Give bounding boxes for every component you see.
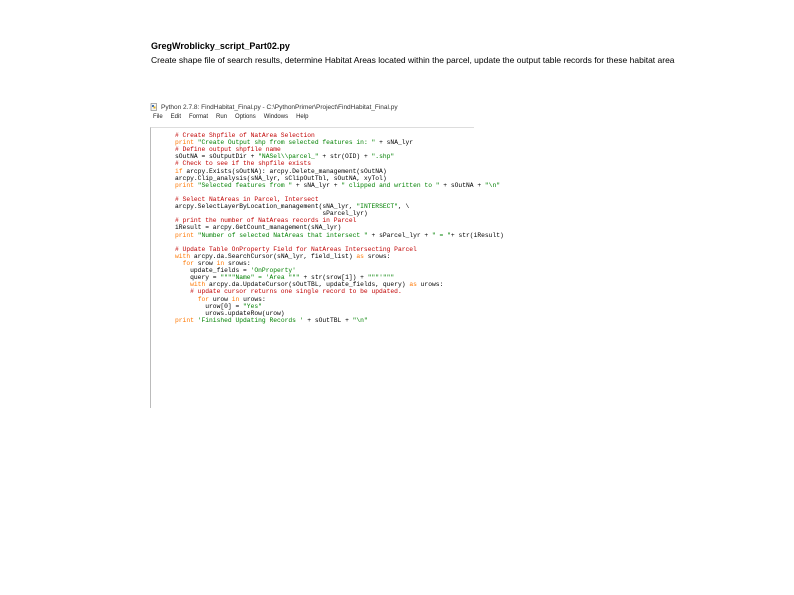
window-title: Python 2.7.8: FindHabitat_Final.py - C:\PythonPrimer\Project\FindHabitat_Final.py [161, 103, 398, 111]
code-token-string: "Number of selected NatAreas that intersect " [197, 231, 368, 239]
code-token-string: "Selected features from " [197, 181, 293, 189]
code-token-plain: + sNA_lyr [375, 139, 414, 147]
code-token-keyword: if [175, 167, 187, 175]
code-token-plain: arcpy.SelectLayerByLocation_management(sNA_lyr, [175, 203, 357, 211]
code-token-plain: arcpy.da.SearchCursor(sNA_lyr, field_list) [193, 252, 357, 260]
code-line [175, 196, 504, 203]
code-token-comment: # Define output shpfile name [175, 146, 281, 154]
code-token-plain: srow [197, 259, 217, 267]
code-token-comment: # Update Table OnProperty Field for NatAreas Intersecting Parcel [175, 245, 417, 253]
code-token-plain: + sOutNA + [439, 181, 485, 189]
code-token-keyword: print [175, 139, 198, 147]
code-token-plain [175, 296, 198, 303]
code-token-string: "\n" [352, 316, 368, 324]
code-token-plain: srows: [367, 252, 391, 260]
code-token-keyword: for [182, 259, 198, 267]
code-token-plain: urow [212, 295, 232, 303]
menu-edit[interactable]: Edit [170, 114, 182, 120]
code-token-string: "NASel\\parcel_" [258, 153, 319, 161]
menu-windows[interactable]: Windows [263, 114, 289, 120]
code-token-plain: + sNA_lyr + [292, 181, 342, 189]
code-token-plain: + str(srow[1]) + [299, 274, 368, 282]
code-line [175, 153, 504, 160]
code-token-comment: # update cursor returns one single record to be updated. [175, 288, 402, 296]
code-token-plain: urows: [420, 281, 444, 289]
code-line [175, 175, 504, 182]
code-token-keyword: print [175, 181, 198, 189]
menu-options[interactable]: Options [235, 114, 256, 120]
code-token-comment: # Create Shpfile of NatArea Selection [175, 132, 315, 139]
code-token-plain: query = [175, 274, 221, 282]
code-line [175, 217, 504, 224]
code-line [175, 224, 504, 231]
code-token-plain: urow[0] = [175, 302, 244, 310]
code-token-comment: # print the number of NatAreas records in Parcel [175, 217, 357, 225]
code-line [175, 239, 504, 246]
code-line [175, 310, 504, 317]
code-line [175, 253, 504, 260]
menu-bar [153, 114, 308, 124]
code-line [175, 210, 504, 217]
code-token-plain [175, 260, 183, 267]
code-token-plain [175, 281, 190, 288]
code-token-plain: + sParcel_lyr + [367, 231, 432, 239]
code-line [175, 288, 504, 295]
document-description: Create shape file of search results, determine Habitat Areas located within the parcel, update the output table records for these habitat area [151, 55, 675, 65]
window-titlebar [150, 101, 398, 113]
code-token-keyword: in [231, 295, 244, 303]
code-token-comment: # Select NatAreas in Parcel, Intersect [175, 195, 319, 203]
code-token-string: "Create Output shp from selected features in: " [197, 139, 376, 147]
code-token-plain: + str(iResult) [450, 231, 504, 239]
code-token-string: " = " [431, 231, 451, 239]
menu-run[interactable]: Run [216, 114, 228, 120]
code-line [175, 274, 504, 281]
code-token-plain: update_fields = [175, 267, 251, 275]
code-line [175, 203, 504, 210]
code-token-plain: urows: [243, 295, 266, 303]
code-token-string: """'""" [367, 274, 395, 282]
code-token-plain: sParcel_lyr) [175, 210, 368, 218]
code-token-string: "\n" [484, 181, 501, 189]
code-text-area[interactable] [175, 132, 504, 324]
code-editor[interactable] [150, 127, 504, 408]
code-token-keyword: in [216, 259, 228, 267]
code-line [175, 303, 504, 310]
menu-help[interactable]: Help [296, 114, 309, 120]
code-token-keyword: print [175, 316, 198, 324]
code-line [175, 146, 504, 153]
document-title: GregWroblicky_script_Part02.py [151, 41, 290, 51]
code-line [175, 189, 504, 196]
code-token-keyword: with [175, 252, 194, 260]
code-token-plain: arcpy.da.UpdateCursor(sOutTBL, update_fields, query) [209, 281, 410, 289]
code-line [175, 182, 504, 189]
menu-file[interactable]: File [153, 114, 163, 120]
code-token-string: 'Finished Updating Records ' [197, 316, 304, 324]
code-line [175, 139, 504, 146]
code-line [175, 168, 504, 175]
code-token-plain: sOutNA = sOutputDir + [175, 153, 259, 161]
code-token-plain: + str(OID) + [318, 153, 372, 161]
code-line [175, 132, 504, 139]
code-line [175, 317, 504, 324]
code-line [175, 232, 504, 239]
code-token-plain: iResult = arcpy.GetCount_management(sNA_lyr) [175, 224, 342, 232]
code-token-plain: arcpy.Clip_analysis(sNA_lyr, sClipOutTbl, sOutNA, xyTol) [175, 174, 387, 182]
code-token-string: " clipped and written to " [341, 181, 440, 189]
idle-editor-window [150, 101, 504, 407]
code-line [175, 267, 504, 274]
code-token-string: "Yes" [243, 302, 262, 310]
code-token-comment: # Check to see if the shpfile exists [175, 160, 312, 168]
code-token-keyword: as [356, 252, 368, 260]
code-token-keyword: print [175, 231, 198, 239]
code-token-plain: + sOutTBL + [303, 316, 353, 324]
code-token-string: """"Name" = 'Area """ [220, 274, 300, 282]
code-line [175, 160, 504, 167]
python-file-icon [150, 103, 158, 111]
menu-format[interactable]: Format [189, 114, 209, 120]
code-line [175, 260, 504, 267]
code-token-plain: arcpy.Exists(sOutNA): arcpy.Delete_management(sOutNA) [186, 167, 387, 175]
code-token-string: 'OnProperty' [250, 267, 296, 275]
code-token-plain: , \ [397, 203, 410, 211]
code-token-string: "INTERSECT" [356, 203, 398, 211]
code-token-keyword: for [197, 295, 213, 303]
code-line [175, 296, 504, 303]
code-token-plain: srows: [227, 259, 251, 267]
code-line [175, 281, 504, 288]
code-line [175, 246, 504, 253]
code-token-string: ".shp" [371, 153, 395, 161]
code-token-plain: urows.updateRow(urow) [175, 309, 285, 317]
code-token-keyword: as [409, 281, 421, 289]
code-token-keyword: with [190, 281, 210, 289]
